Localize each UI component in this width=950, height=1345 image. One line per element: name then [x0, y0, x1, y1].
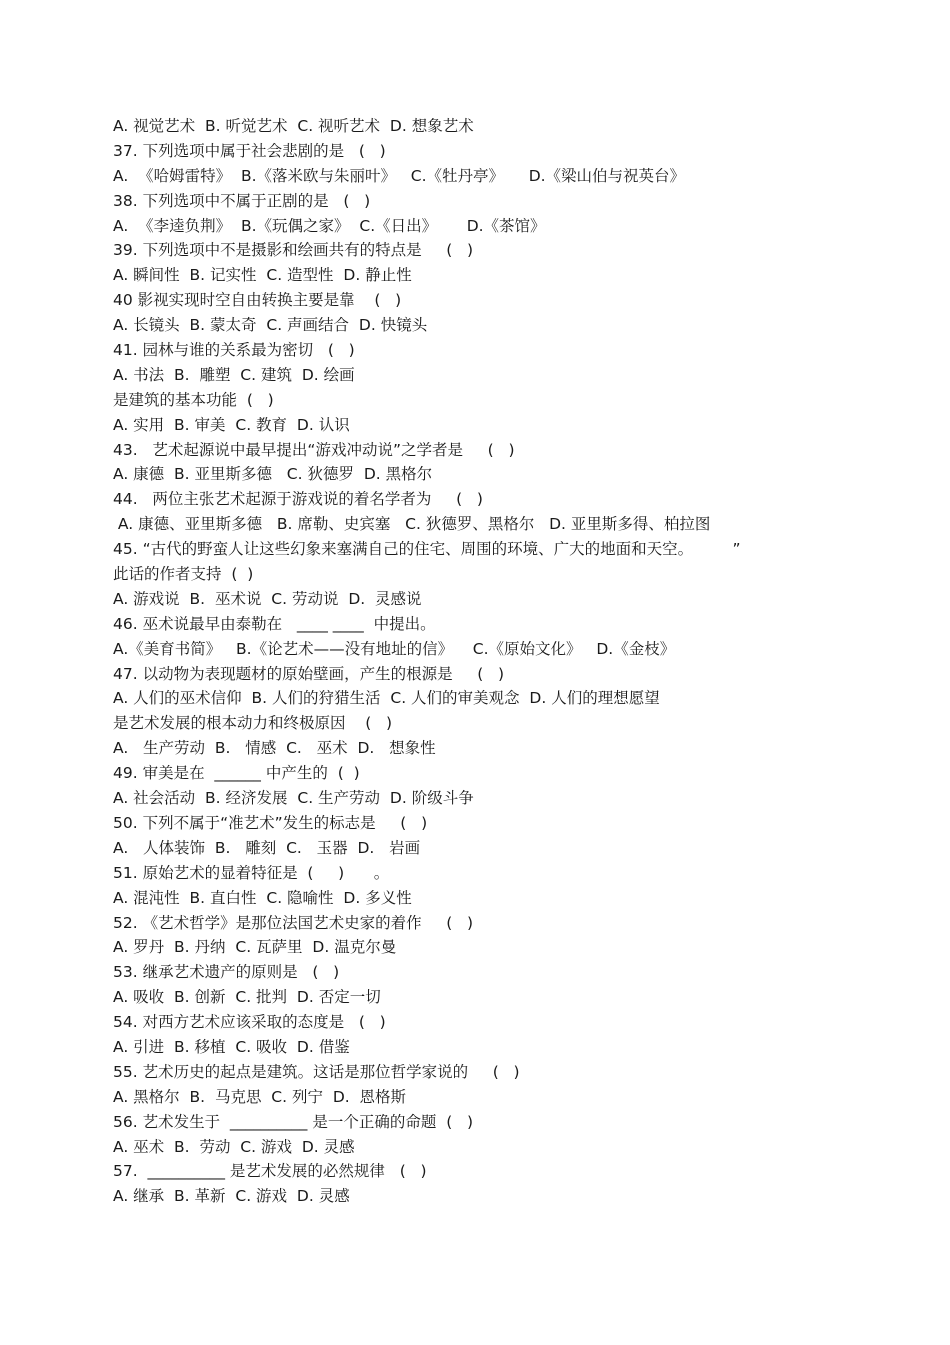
- answer-options-line: A. 长镜头 B. 蒙太奇 C. 声画结合 D. 快镜头: [113, 316, 428, 335]
- answer-options-line: A. 引进 B. 移植 C. 吸收 D. 借鉴: [113, 1037, 350, 1056]
- question-line: 52. 《艺术哲学》是那位法国艺术史家的着作 ( ): [113, 913, 474, 932]
- answer-options-line: A. 生产劳动 B. 情感 C. 巫术 D. 想象性: [113, 739, 436, 758]
- question-line: 39. 下列选项中不是摄影和绘画共有的特点是 ( ): [113, 241, 474, 260]
- question-line: 41. 园林与谁的关系最为密切 ( ): [113, 341, 355, 360]
- question-line: 40 影视实现时空自由转换主要是靠 ( ): [113, 291, 402, 310]
- answer-options-line: A. 黑格尔 B. 马克思 C. 列宁 D. 恩格斯: [113, 1087, 407, 1106]
- answer-options-line: A. 实用 B. 审美 C. 教育 D. 认识: [113, 415, 350, 434]
- question-line: 38. 下列选项中不属于正剧的是 ( ): [113, 191, 371, 210]
- answer-options-line: A. 康德 B. 亚里斯多德 C. 狄德罗 D. 黑格尔: [113, 465, 433, 484]
- question-line: 37. 下列选项中属于社会悲剧的是 ( ): [113, 141, 386, 160]
- answer-options-line: A. 人体装饰 B. 雕刻 C. 玉器 D. 岩画: [113, 838, 421, 857]
- text-line: 是建筑的基本功能 ( ): [113, 390, 274, 409]
- question-line: 54. 对西方艺术应该采取的态度是 ( ): [113, 1013, 386, 1032]
- question-line: 47. 以动物为表现题材的原始壁画，产生的根源是 ( ): [113, 664, 505, 683]
- question-line: 43. 艺术起源说中最早提出“游戏冲动说”之学者是 ( ): [113, 440, 515, 459]
- answer-options-line: A. 社会活动 B. 经济发展 C. 生产劳动 D. 阶级斗争: [113, 789, 474, 808]
- answer-options-line: A. 书法 B. 雕塑 C. 建筑 D. 绘画: [113, 365, 355, 384]
- answer-options-line: A. 混沌性 B. 直白性 C. 隐喻性 D. 多义性: [113, 888, 412, 907]
- text-line: 是艺术发展的根本动力和终极原因 ( ): [113, 714, 393, 733]
- question-line: 55. 艺术历史的起点是建筑。这话是那位哲学家说的 ( ): [113, 1062, 520, 1081]
- question-line: 51. 原始艺术的显着特征是 ( ) 。: [113, 863, 390, 882]
- question-line: 44. 两位主张艺术起源于游戏说的着名学者为 ( ): [113, 490, 483, 509]
- question-line: 56. 艺术发生于 __________ 是一个正确的命题 ( ): [113, 1112, 474, 1131]
- answer-options-line: A. 人们的巫术信仰 B. 人们的狩猎生活 C. 人们的审美观念 D. 人们的理想愿望: [113, 689, 660, 708]
- answer-options-line: A. 巫术 B. 劳动 C. 游戏 D. 灵感: [113, 1137, 355, 1156]
- answer-options-line: A. 《李逵负荆》 B.《玩偶之家》 C.《日出》 D.《茶馆》: [113, 216, 546, 235]
- answer-options-line: A. 康德、亚里斯多德 B. 席勒、史宾塞 C. 狄德罗、黑格尔 D. 亚里斯多得、柏拉图: [113, 515, 711, 534]
- text-line: 此话的作者支持 ( ): [113, 565, 254, 584]
- answer-options-line: A. 瞬间性 B. 记实性 C. 造型性 D. 静止性: [113, 266, 412, 285]
- answer-options-line: A. 吸收 B. 创新 C. 批判 D. 否定一切: [113, 988, 381, 1007]
- question-line: 57. __________ 是艺术发展的必然规律 ( ): [113, 1162, 427, 1181]
- answer-options-line: A. 罗丹 B. 丹纳 C. 瓦萨里 D. 温克尔曼: [113, 938, 397, 957]
- question-line: 49. 审美是在 ______ 中产生的 ( ): [113, 764, 360, 783]
- question-line: 50. 下列不属于“准艺术”发生的标志是 ( ): [113, 813, 428, 832]
- question-list: [113, 114, 913, 1209]
- question-line: 53. 继承艺术遗产的原则是 ( ): [113, 963, 340, 982]
- question-line: 45. “古代的野蛮人让这些幻象来塞满自己的住宅、周围的环境、广大的地面和天空。 ”: [113, 540, 741, 559]
- answer-options-line: A. 游戏说 B. 巫术说 C. 劳动说 D. 灵感说: [113, 589, 422, 608]
- answer-options-line: A.《美育书简》 B.《论艺术——没有地址的信》 C.《原始文化》 D.《金枝》: [113, 639, 676, 658]
- answer-options-line: A. 《哈姆雷特》 B.《落米欧与朱丽叶》 C.《牡丹亭》 D.《梁山伯与祝英台》: [113, 166, 686, 185]
- answer-options-line: A. 视觉艺术 B. 听觉艺术 C. 视听艺术 D. 想象艺术: [113, 117, 474, 135]
- answer-options-line: A. 继承 B. 革新 C. 游戏 D. 灵感: [113, 1187, 350, 1206]
- question-line: 46. 巫术说最早由泰勒在 ____ ____ 中提出。: [113, 614, 436, 633]
